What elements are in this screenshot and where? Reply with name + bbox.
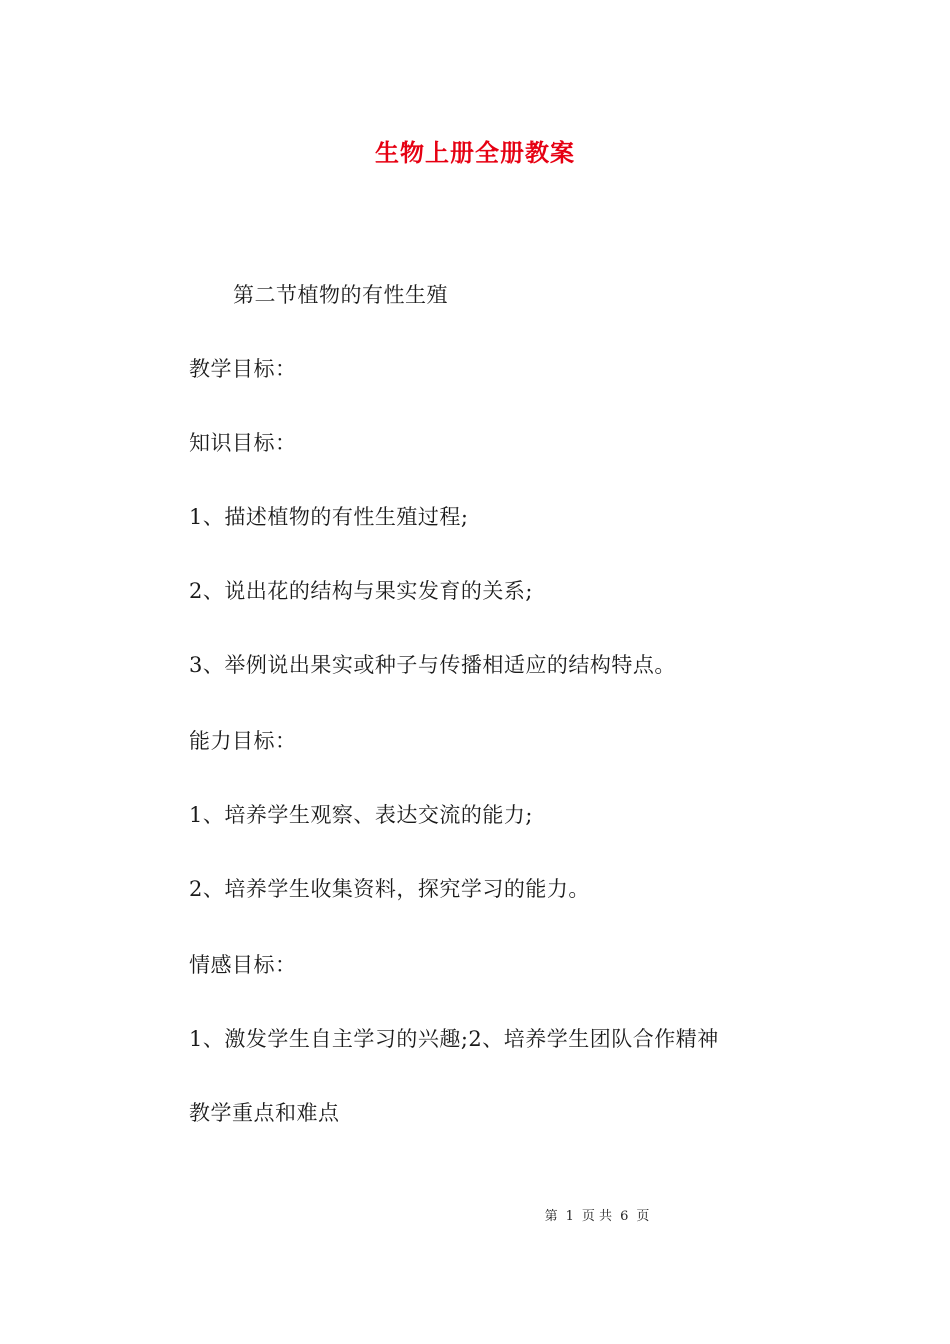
footer-suffix: 页	[636, 1209, 650, 1224]
page-footer	[0, 1207, 950, 1227]
knowledge-goals-heading: 知识目标：	[189, 431, 297, 455]
footer-total-pages: 6	[620, 1209, 629, 1224]
ability-goals-heading: 能力目标：	[189, 729, 297, 753]
footer-mid: 页 共	[581, 1209, 613, 1224]
knowledge-goal-1: 1、描述植物的有性生殖过程;	[189, 505, 469, 529]
key-points-heading: 教学重点和难点	[189, 1101, 340, 1125]
emotion-goals-heading: 情感目标：	[189, 953, 297, 977]
document-title: 生物上册全册教案	[375, 139, 575, 167]
section-heading: 第二节植物的有性生殖	[233, 283, 448, 307]
knowledge-goal-3: 3、举例说出果实或种子与传播相适应的结构特点。	[189, 653, 676, 677]
teaching-goals-heading: 教学目标：	[189, 357, 297, 381]
footer-prefix: 第	[544, 1209, 558, 1224]
ability-goal-1: 1、培养学生观察、表达交流的能力;	[189, 803, 533, 827]
emotion-goals: 1、激发学生自主学习的兴趣;2、培养学生团队合作精神	[189, 1027, 719, 1051]
footer-page-number: 1	[565, 1209, 574, 1224]
knowledge-goal-2: 2、说出花的结构与果实发育的关系;	[189, 579, 533, 603]
ability-goal-2: 2、培养学生收集资料，探究学习的能力。	[189, 877, 590, 901]
